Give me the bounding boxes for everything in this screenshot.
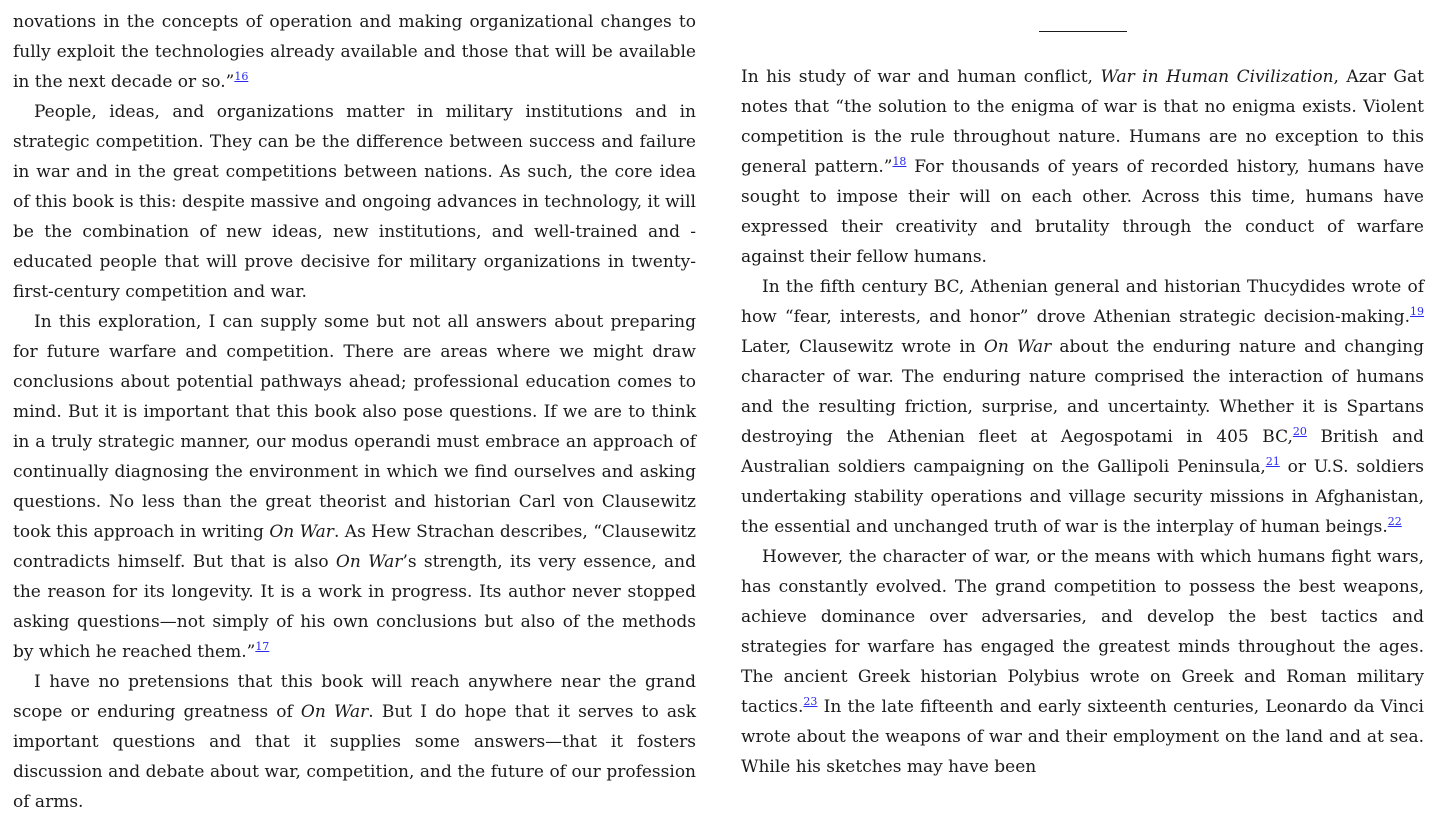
footnote-link-19[interactable]: 19 [1410, 305, 1424, 318]
footnote-link-22[interactable]: 22 [1387, 515, 1402, 528]
paragraph-text: . As Hew Strachan describes, “Clausewitz contradicts himself. But that is also [13, 522, 696, 572]
paragraph-text: ’s strength, its very essence, and the reason for its longevity. It is a work in progress. Its author never stopped asking questions—not simply of his own conclusions but also of the methods by which he reached them.” [13, 552, 697, 662]
paragraph-text: In the fifth century BC, Athenian general and historian Thucydides wrote of how “fear, interests, and honor” drove Athenian strategic decision-making. [741, 277, 1424, 327]
paragraph-text: about the enduring nature and changing character of war. The enduring nature comprised the interaction of humans and the resulting friction, surprise, and uncertainty. Whether it is Spartans destroying the Athenian fleet at Aegospotami in 405 BC, [741, 337, 1425, 447]
paragraph-text: In his study of war and human conflict, [741, 67, 1101, 87]
paragraph [741, 542, 1424, 782]
paragraph-text: People, ideas, and organizations matter in military institutions and in strategic competition. They can be the difference between success and failure in war and in the great competitions between nations. As such, the core idea of this book is this: despite massive and ongoing advances in technology, it will be the combination of new ideas, new institutions, and well-trained and -educated people that will prove decisive for military organizations in twenty-first-century competition and war. [13, 102, 696, 302]
paragraph-text: . But I do hope that it serves to ask important questions and that it supplies some answers—that it fosters discussion and debate about war, competition, and the future of our profession of arms. [13, 702, 697, 812]
book-title: On War [300, 702, 369, 722]
paragraph-text: British and Australian soldiers campaigning on the Gallipoli Peninsula, [741, 427, 1424, 477]
footnote-link-20[interactable]: 20 [1292, 425, 1307, 438]
book-title: War in Human Civilization [1100, 67, 1334, 87]
paragraph [741, 272, 1424, 542]
footnote-link-17[interactable]: 17 [255, 640, 270, 653]
paragraph-text: For thousands of years of recorded history, humans have sought to impose their will on each other. Across this time, humans have expressed their creativity and brutality through the conduct of warfare against their fellow humans. [741, 157, 1425, 267]
footnote-link-23[interactable]: 23 [803, 695, 818, 708]
footnote-link-16[interactable]: 16 [234, 70, 249, 83]
book-title: On War [983, 337, 1052, 357]
paragraph [13, 307, 696, 667]
paragraph [13, 7, 696, 97]
paragraph-text: I have no pretensions that this book will reach anywhere near the grand scope or enduring greatness of [13, 672, 696, 722]
paragraph [13, 667, 696, 817]
footnote-link-18[interactable]: 18 [892, 155, 907, 168]
section-divider [1039, 31, 1127, 32]
paragraph-text: Later, Clausewitz wrote in [741, 337, 984, 357]
right-column [741, 62, 1424, 782]
paragraph [741, 62, 1424, 272]
paragraph-text: or U.S. soldiers undertaking stability operations and village security missions in Afghanistan, the essential and unchanged truth of war is the interplay of human beings. [741, 457, 1424, 537]
footnote-link-21[interactable]: 21 [1265, 455, 1280, 468]
paragraph-text: novations in the concepts of operation and making organizational changes to fully exploit the technologies already available and those that will be available in the next decade or so.” [13, 12, 696, 92]
left-column [13, 7, 696, 817]
paragraph-text: , Azar Gat notes that “the solution to the enigma of war is that no enigma exists. Violent competition is the rule throughout nature. Humans are no exception to this general pattern.” [741, 67, 1424, 177]
paragraph [13, 97, 696, 307]
book-title: On War [335, 552, 403, 572]
book-title: On War [269, 522, 334, 542]
paragraph-text: In the late fifteenth and early sixteenth centuries, Leonardo da Vinci wrote about the weapons of war and their employment on the land and at sea. While his sketches may have been [741, 697, 1424, 777]
paragraph-text: In this exploration, I can supply some but not all answers about preparing for future warfare and competition. There are areas where we might draw conclusions about potential pathways ahead; professional education comes to mind. But it is important that this book also pose questions. If we are to think in a truly strategic manner, our modus operandi must embrace an approach of continually diagnosing the environment in which we find ourselves and asking questions. No less than the great theorist and historian Carl von Clausewitz took this approach in writing [13, 312, 696, 542]
paragraph-text: However, the character of war, or the means with which humans fight wars, has constantly evolved. The grand competition to possess the best weapons, achieve dominance over adversaries, and develop the best tactics and strategies for warfare has engaged the greatest minds throughout the ages. The ancient Greek historian Polybius wrote on Greek and Roman military tactics. [741, 547, 1424, 717]
